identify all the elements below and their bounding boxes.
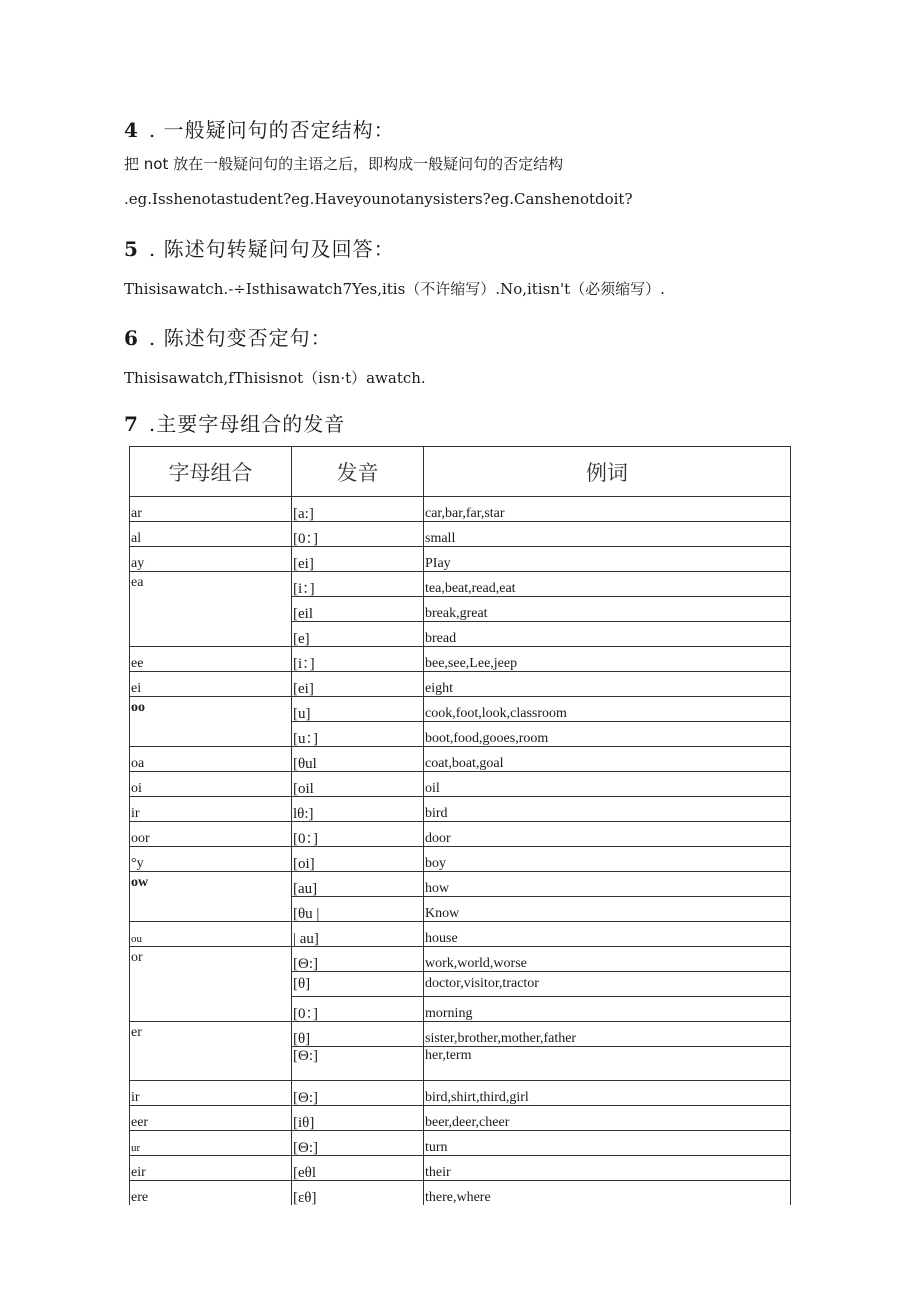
table-row — [130, 872, 791, 897]
combo-cell: ir — [130, 1081, 292, 1106]
section-heading-6 — [124, 322, 332, 351]
pron-cell: [Θ:] — [292, 1131, 424, 1156]
pron-cell: [θu | — [292, 897, 424, 922]
table-row — [130, 697, 791, 722]
words-cell: bread — [424, 622, 791, 647]
words-cell: door — [424, 822, 791, 847]
pron-cell: [oil — [292, 772, 424, 797]
section-number: 4 — [124, 118, 139, 142]
combo-cell: ee — [130, 647, 292, 672]
combo-cell: ow — [130, 872, 292, 922]
table-row — [130, 822, 791, 847]
section-heading-7 — [124, 408, 345, 437]
words-cell: their — [424, 1156, 791, 1181]
table-row — [130, 747, 791, 772]
combo-cell: al — [130, 522, 292, 547]
pron-cell: [eil — [292, 597, 424, 622]
words-cell: tea,beat,read,eat — [424, 572, 791, 597]
table-row — [130, 497, 791, 522]
combo-cell: oor — [130, 822, 292, 847]
words-cell: house — [424, 922, 791, 947]
combo-cell: ay — [130, 547, 292, 572]
section-heading-4 — [124, 114, 395, 143]
pron-cell: [θ] — [292, 1022, 424, 1047]
pron-cell: [i：] — [292, 572, 424, 597]
pron-cell: [εθ] — [292, 1181, 424, 1206]
table-row — [130, 1106, 791, 1131]
table-row — [130, 672, 791, 697]
section-title: . 一般疑问句的否定结构： — [148, 118, 395, 142]
combo-cell: eir — [130, 1156, 292, 1181]
words-cell: small — [424, 522, 791, 547]
words-cell: oil — [424, 772, 791, 797]
pron-cell: [Θ:] — [292, 1081, 424, 1106]
pron-cell: [ei] — [292, 547, 424, 572]
words-cell: bird,shirt,third,girl — [424, 1081, 791, 1106]
words-cell: doctor,visitor,tractor — [424, 972, 791, 997]
table-row — [130, 572, 791, 597]
combo-cell: er — [130, 1022, 292, 1081]
pron-cell: | au] — [292, 922, 424, 947]
table-row — [130, 1131, 791, 1156]
section-number: 5 — [124, 237, 139, 261]
pron-cell: [Θ:] — [292, 1047, 424, 1081]
table-row — [130, 1022, 791, 1047]
table-row — [130, 797, 791, 822]
section-title: . 陈述句转疑问句及回答： — [148, 237, 395, 261]
header-letter-combination: 字母组合 — [130, 447, 292, 497]
words-cell: coat,boat,goal — [424, 747, 791, 772]
header-pronunciation: 发音 — [292, 447, 424, 497]
pron-cell: [0：] — [292, 522, 424, 547]
words-cell: eight — [424, 672, 791, 697]
section-title: .主要字母组合的发音 — [148, 412, 346, 436]
combo-cell: oi — [130, 772, 292, 797]
words-cell: boot,food,gooes,room — [424, 722, 791, 747]
pron-cell: [e] — [292, 622, 424, 647]
example-5: Thisisawatch.-÷Isthisawatch7Yes,itis（不许缩写）.No,itisn't（必须缩写）. — [124, 280, 665, 298]
table-row — [130, 547, 791, 572]
combo-cell: or — [130, 947, 292, 1022]
pron-cell: [eθl — [292, 1156, 424, 1181]
combo-cell: oa — [130, 747, 292, 772]
pron-cell: [u] — [292, 697, 424, 722]
combo-cell: ere — [130, 1181, 292, 1206]
section-title: . 陈述句变否定句： — [148, 326, 332, 350]
combo-cell: ir — [130, 797, 292, 822]
words-cell: morning — [424, 997, 791, 1022]
examples-4: .eg.Isshenotastudent?eg.Haveyounotanysisters?eg.Canshenotdoit? — [124, 190, 633, 208]
pron-cell: [0：] — [292, 822, 424, 847]
table-row — [130, 1156, 791, 1181]
combo-cell: eer — [130, 1106, 292, 1131]
table-row — [130, 1081, 791, 1106]
header-example-words: 例词 — [424, 447, 791, 497]
pron-cell: [θ] — [292, 972, 424, 997]
table-row — [130, 847, 791, 872]
pron-cell: [0：] — [292, 997, 424, 1022]
words-cell: break,great — [424, 597, 791, 622]
combo-cell: ea — [130, 572, 292, 647]
section-number: 6 — [124, 326, 139, 350]
words-cell: bee,see,Lee,jeep — [424, 647, 791, 672]
pron-cell: [oi] — [292, 847, 424, 872]
combo-cell: °y — [130, 847, 292, 872]
words-cell: cook,foot,look,classroom — [424, 697, 791, 722]
words-cell: how — [424, 872, 791, 897]
words-cell: bird — [424, 797, 791, 822]
rule-text-4: 把 not 放在一般疑问句的主语之后，即构成一般疑问句的否定结构 — [124, 155, 564, 173]
pron-cell: [iθ] — [292, 1106, 424, 1131]
pron-cell: [θul — [292, 747, 424, 772]
pron-cell: [a:] — [292, 497, 424, 522]
example-6: Thisisawatch,fThisisnot（isn·t）awatch. — [124, 369, 426, 387]
combo-cell: ou — [130, 922, 292, 947]
section-heading-5 — [124, 233, 395, 262]
pron-cell: [Θ:] — [292, 947, 424, 972]
pron-cell: [i：] — [292, 647, 424, 672]
combo-cell: ur — [130, 1131, 292, 1156]
words-cell: turn — [424, 1131, 791, 1156]
words-cell: PIay — [424, 547, 791, 572]
table-row — [130, 647, 791, 672]
table-header-row — [130, 447, 791, 497]
table-row — [130, 522, 791, 547]
words-cell: there,where — [424, 1181, 791, 1206]
pron-cell: lθ:] — [292, 797, 424, 822]
words-cell: beer,deer,cheer — [424, 1106, 791, 1131]
pronunciation-table — [129, 446, 791, 1205]
words-cell: work,world,worse — [424, 947, 791, 972]
pron-cell: [u：] — [292, 722, 424, 747]
table-row — [130, 1181, 791, 1206]
pron-cell: [ei] — [292, 672, 424, 697]
words-cell: Know — [424, 897, 791, 922]
words-cell: sister,brother,mother,father — [424, 1022, 791, 1047]
words-cell: boy — [424, 847, 791, 872]
words-cell: car,bar,far,star — [424, 497, 791, 522]
combo-cell: ar — [130, 497, 292, 522]
combo-cell: oo — [130, 697, 292, 747]
section-number: 7 — [124, 412, 139, 436]
combo-cell: ei — [130, 672, 292, 697]
pron-cell: [au] — [292, 872, 424, 897]
table-row — [130, 922, 791, 947]
words-cell: her,term — [424, 1047, 791, 1081]
table-row — [130, 772, 791, 797]
table-row — [130, 947, 791, 972]
